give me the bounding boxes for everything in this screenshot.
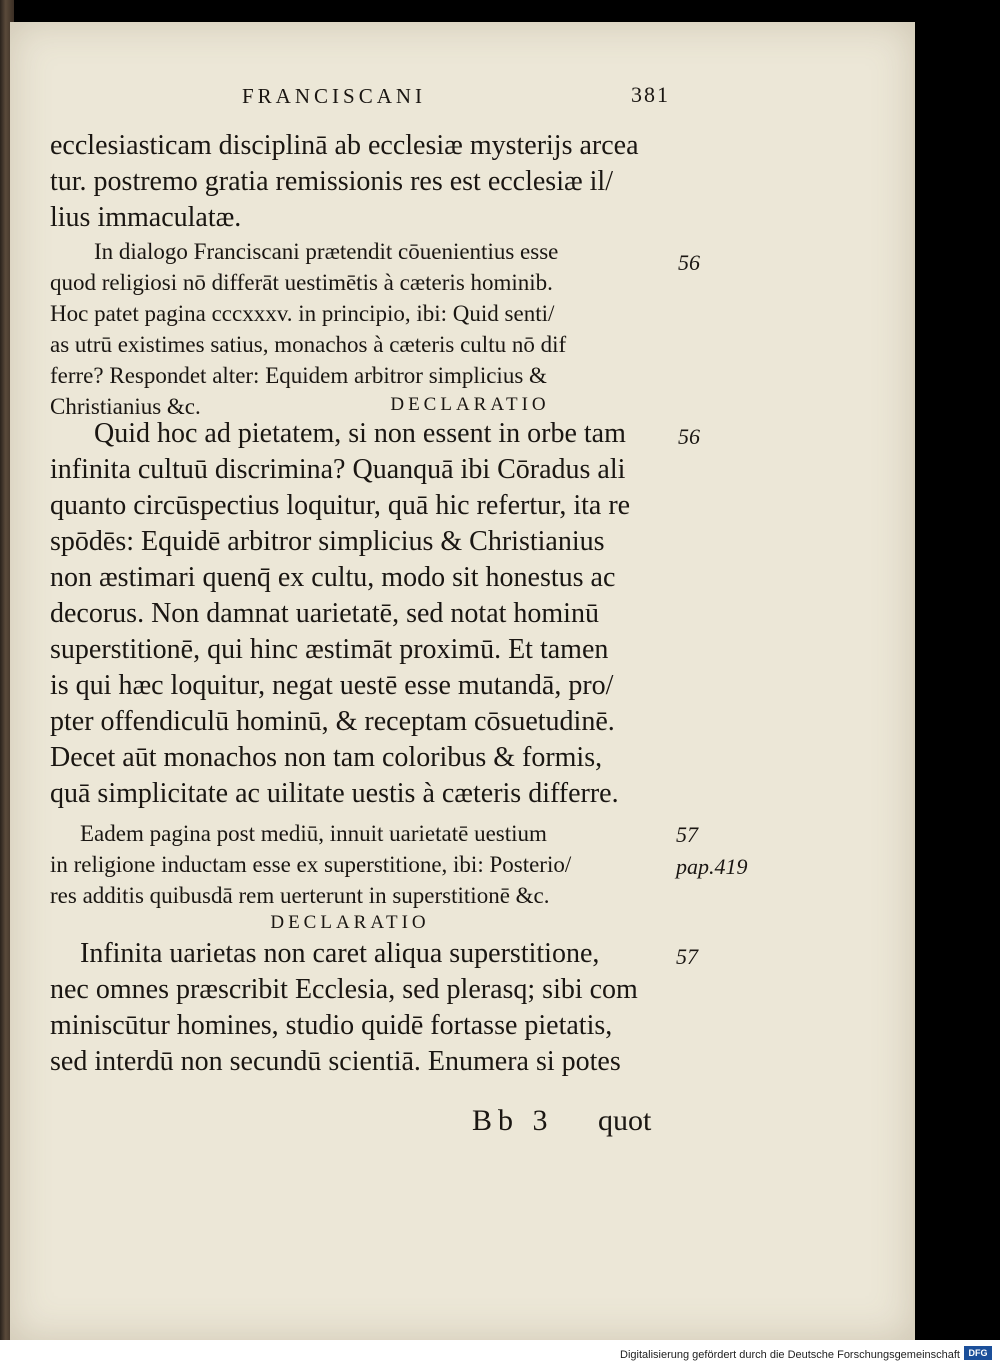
page-number: 381	[631, 82, 670, 107]
digitization-footer	[0, 1340, 1000, 1366]
text-line: is qui hæc loquitur, negat uestē esse mutandā, pro/	[50, 670, 614, 701]
text-line: tur. postremo gratia remissionis res est ecclesiæ il/	[50, 166, 613, 197]
text-line: superstitionē, qui hinc æstimāt proximū. Et tamen	[50, 634, 609, 665]
text-line: lius immaculatæ.	[50, 202, 242, 233]
text-line: quod religiosi nō differāt uestimētis à cæteris hominib.	[50, 270, 553, 295]
text-line: Eadem pagina post mediū, innuit uarietatē uestium	[80, 821, 547, 846]
text-line: quanto circūspectius loquitur, quā hic refertur, ita re	[50, 490, 631, 521]
text-line: In dialogo Franciscani prætendit cōuenientius esse	[94, 239, 559, 264]
text-line: Infinita uarietas non caret aliqua superstitione,	[80, 938, 600, 969]
text-line: in religione inductam esse ex superstitione, ibi: Posterio/	[50, 852, 572, 877]
signature-mark: Bb 3	[472, 1104, 554, 1137]
book-page	[10, 22, 915, 1340]
heading-declaratio-1: DECLARATIO	[390, 394, 550, 415]
text-line: Hoc patet pagina cccxxxv. in principio, ibi: Quid senti/	[50, 301, 555, 326]
text-block-intro	[50, 128, 670, 236]
text-line: sed interdū non secundū scientiā. Enumera si potes	[50, 1046, 621, 1077]
margin-note: 56	[678, 250, 700, 275]
text-line: res additis quibusdā rem uerterunt in superstitionē &c.	[50, 883, 550, 908]
text-line: decorus. Non damnat uarietatē, sed notat hominū	[50, 598, 599, 629]
text-line: Christianius &c.	[50, 394, 201, 419]
text-line: spōdēs: Equidē arbitror simplicius & Christianius	[50, 526, 605, 557]
text-line: ferre? Respondet alter: Equidem arbitror simplicius &	[50, 363, 547, 388]
text-line: infinita cultuū discrimina? Quanquā ibi Cōradus ali	[50, 454, 626, 485]
text-line: quā simplicitate ac uilitate uestis à cæteris differre.	[50, 778, 619, 809]
dfg-logo: DFG	[964, 1346, 992, 1360]
heading-declaratio-2: DECLARATIO	[270, 912, 430, 933]
margin-note: 57	[676, 944, 698, 969]
text-line: pter offendiculū hominū, & receptam cōsuetudinē.	[50, 706, 615, 737]
footer-credit: Digitalisierung gefördert durch die Deutsche Forschungsgemeinschaft	[620, 1349, 960, 1361]
text-line: non æstimari quenq̄ ex cultu, modo sit honestus ac	[50, 562, 616, 593]
margin-note: pap.419	[676, 854, 748, 879]
text-line: Decet aūt monachos non tam coloribus & formis,	[50, 742, 603, 773]
text-line: as utrū existimes satius, monachos à cæteris cultu nō dif	[50, 332, 567, 357]
text-block-para2	[50, 416, 670, 812]
text-line: miniscūtur homines, studio quidē fortasse pietatis,	[50, 1010, 613, 1041]
text-block-para3	[50, 818, 670, 911]
text-block-para4	[50, 936, 670, 1080]
text-line: ecclesiasticam disciplinā ab ecclesiæ mysterijs arcea	[50, 130, 639, 161]
margin-note: 57	[676, 822, 698, 847]
margin-note: 56	[678, 424, 700, 449]
text-line: Quid hoc ad pietatem, si non essent in orbe tam	[94, 418, 626, 449]
running-title: FRANCISCANI	[242, 84, 427, 108]
catchword: quot	[598, 1104, 652, 1137]
text-line: nec omnes præscribit Ecclesia, sed plerasq; sibi com	[50, 974, 638, 1005]
